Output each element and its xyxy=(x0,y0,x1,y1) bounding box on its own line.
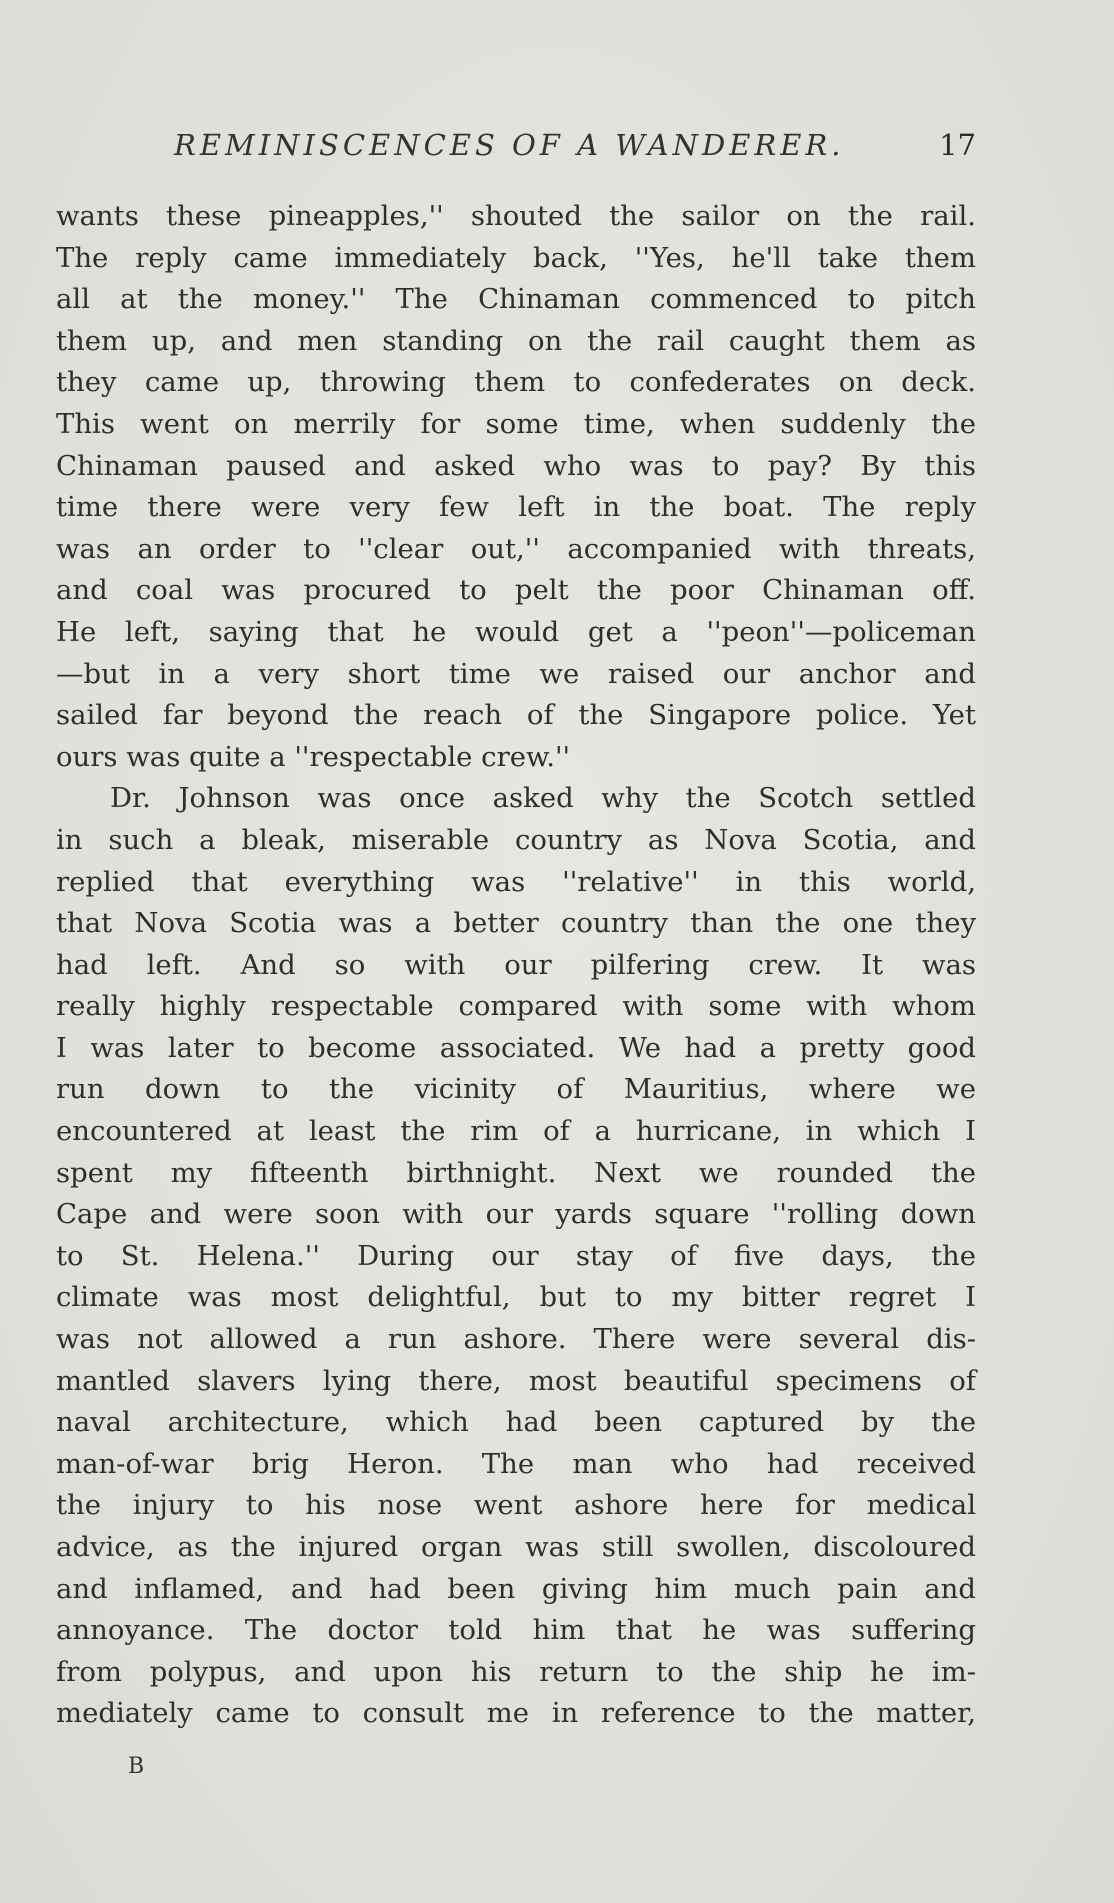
text-line: to St. Helena.'' During our stay of five days, the xyxy=(56,1239,976,1272)
text-line: mediately came to consult me in reference to the matter, xyxy=(56,1697,976,1730)
paragraph-end-line: ours was quite a ''respectable crew.'' xyxy=(56,740,571,773)
text-line: and inflamed, and had been giving him much pain and xyxy=(56,1572,976,1605)
page-number: 17 xyxy=(939,128,976,162)
text-line: the injury to his nose went ashore here for medical xyxy=(56,1489,976,1522)
text-line: The reply came immediately back, ''Yes, he'll take them xyxy=(56,241,976,274)
running-title: REMINISCENCES OF A WANDERER. xyxy=(174,128,845,162)
text-line: encountered at least the rim of a hurricane, in which I xyxy=(56,1115,976,1148)
text-line: He left, saying that he would get a ''peon''—policeman xyxy=(56,615,976,648)
text-line: annoyance. The doctor told him that he was suffering xyxy=(56,1614,976,1647)
signature-mark: B xyxy=(128,1754,145,1779)
text-line: replied that everything was ''relative'' in this world, xyxy=(56,865,976,898)
text-line: mantled slavers lying there, most beautiful specimens of xyxy=(56,1364,976,1397)
text-line: that Nova Scotia was a better country than the one they xyxy=(56,907,976,940)
text-line: —but in a very short time we raised our anchor and xyxy=(56,657,976,690)
text-line: from polypus, and upon his return to the ship he im- xyxy=(56,1655,976,1688)
text-line: time there were very few left in the boat. The reply xyxy=(56,491,976,524)
text-line: run down to the vicinity of Mauritius, where we xyxy=(56,1073,976,1106)
text-line: sailed far beyond the reach of the Singapore police. Yet xyxy=(56,699,976,732)
text-line: naval architecture, which had been captured by the xyxy=(56,1406,976,1439)
text-line: spent my fifteenth birthnight. Next we rounded the xyxy=(56,1156,976,1189)
text-line: really highly respectable compared with some with whom xyxy=(56,990,976,1023)
text-line: advice, as the injured organ was still swollen, discoloured xyxy=(56,1531,976,1563)
text-line: wants these pineapples,'' shouted the sailor on the rail. xyxy=(56,200,976,232)
text-line: had left. And so with our pilfering crew. It was xyxy=(56,948,976,981)
text-line: was not allowed a run ashore. There were several dis- xyxy=(56,1323,976,1356)
text-line: they came up, throwing them to confederates on deck. xyxy=(56,366,976,399)
body-text xyxy=(56,196,976,1735)
text-line: I was later to become associated. We had a pretty good xyxy=(56,1031,976,1064)
text-line: all at the money.'' The Chinaman commenced to pitch xyxy=(56,283,976,316)
running-head xyxy=(56,128,976,168)
paragraph-start-line: Dr. Johnson was once asked why the Scotch settled xyxy=(110,782,976,815)
text-line: Chinaman paused and asked who was to pay? By this xyxy=(56,449,976,482)
text-line: was an order to ''clear out,'' accompanied with threats, xyxy=(56,532,976,565)
text-line: man-of-war brig Heron. The man who had received xyxy=(56,1447,976,1480)
text-line: Cape and were soon with our yards square ''rolling down xyxy=(56,1198,976,1231)
text-line: them up, and men standing on the rail caught them as xyxy=(56,324,976,357)
text-line: and coal was procured to pelt the poor Chinaman off. xyxy=(56,574,976,607)
text-line: in such a bleak, miserable country as Nova Scotia, and xyxy=(56,823,976,856)
text-line: This went on merrily for some time, when suddenly the xyxy=(56,407,976,440)
text-line: climate was most delightful, but to my bitter regret I xyxy=(56,1281,976,1314)
